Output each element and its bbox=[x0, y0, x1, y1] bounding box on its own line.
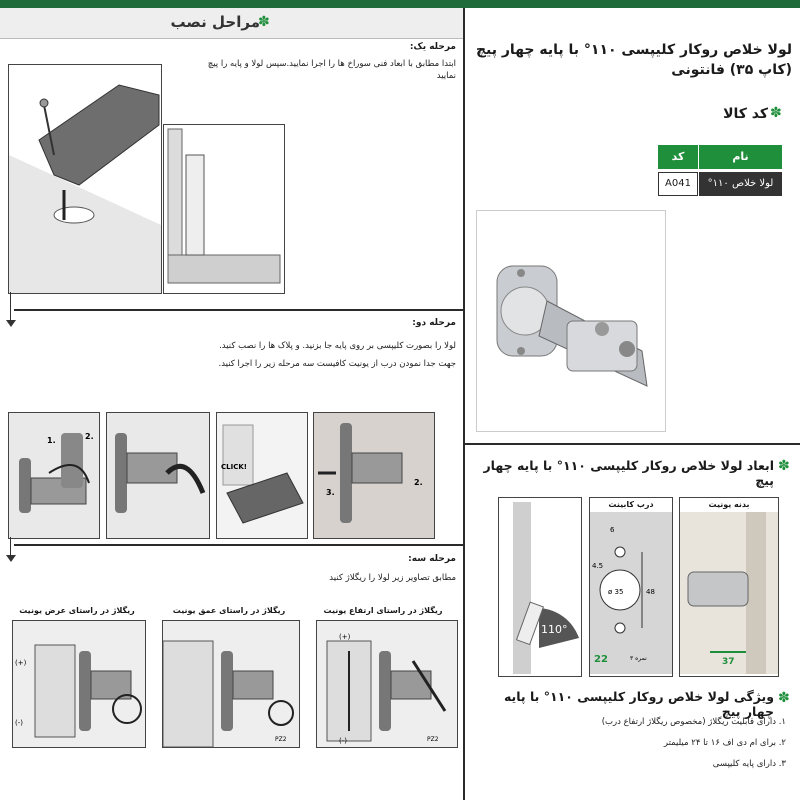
step1-side-illustration bbox=[163, 124, 285, 294]
step2-panel-4 bbox=[313, 412, 435, 539]
step-divider-2 bbox=[14, 544, 463, 546]
step2-panel-1 bbox=[8, 412, 100, 539]
down-arrow-icon bbox=[6, 320, 16, 327]
code-section-title: کد کالا bbox=[723, 106, 768, 122]
svg-text:(+): (+) bbox=[15, 659, 27, 667]
step1-title: مرحله یک: bbox=[409, 42, 456, 52]
code-table bbox=[658, 145, 782, 199]
svg-text:CLICK!: CLICK! bbox=[221, 463, 247, 471]
svg-text:48: 48 bbox=[646, 588, 655, 596]
svg-text:1.: 1. bbox=[47, 436, 56, 445]
list-item: ۲. برای ام دی اف ۱۶ تا ۲۴ میلیمتر bbox=[663, 738, 786, 748]
angle-label: 110° bbox=[541, 623, 568, 636]
table-cell-name: لولا خلاص ۱۱۰° bbox=[699, 172, 782, 196]
adj-width-label: ریگلاژ در راستای عرض یونیت bbox=[19, 606, 135, 615]
step1-illustration bbox=[8, 64, 162, 294]
step-arrow-line bbox=[10, 292, 11, 322]
product-photo bbox=[476, 210, 666, 432]
svg-text:3.: 3. bbox=[326, 488, 335, 497]
svg-text:22: 22 bbox=[594, 654, 608, 665]
svg-text:4.5: 4.5 bbox=[592, 562, 604, 570]
list-item: ۳. دارای پایه کلیپسی bbox=[712, 759, 786, 769]
step3-title: مرحله سه: bbox=[408, 554, 456, 564]
step-arrow-line-2 bbox=[10, 537, 11, 557]
product-title: لولا خلاص روکار کلیپسی ۱۱۰° با پایه چهار پیچ (کاپ ۳۵) فانتونی bbox=[475, 42, 792, 78]
step2-panel-3 bbox=[216, 412, 308, 539]
svg-text:2.: 2. bbox=[414, 478, 423, 487]
top-accent-bar bbox=[0, 0, 800, 8]
section-header bbox=[0, 8, 463, 39]
svg-text:37: 37 bbox=[722, 657, 735, 667]
body-diagram bbox=[679, 497, 779, 677]
svg-text:نمره ۳: نمره ۳ bbox=[630, 655, 647, 662]
flower-icon: ✽ bbox=[778, 458, 790, 474]
step1-text: ابتدا مطابق با ابعاد فنی سوراخ ها را اجرا نمایید.سپس لولا و پایه را پیچ نمایید bbox=[207, 59, 456, 81]
svg-text:2.: 2. bbox=[85, 432, 94, 441]
svg-text:ø 35: ø 35 bbox=[608, 588, 624, 596]
hinge-photo-icon bbox=[477, 211, 665, 431]
table-header-name: نام bbox=[699, 145, 782, 169]
step2-title: مرحله دو: bbox=[412, 318, 456, 328]
adj-depth-panel bbox=[162, 620, 300, 748]
right-divider-1 bbox=[465, 443, 800, 445]
step-divider-1 bbox=[14, 309, 463, 311]
section-title: مراحل نصب bbox=[170, 13, 260, 31]
table-cell-code: A041 bbox=[658, 172, 698, 196]
body-label: بدنه یونیت bbox=[708, 500, 750, 509]
list-item: ۱. دارای قابلیت ریگلاژ (مخصوص ریگلاژ ارتفاع درب) bbox=[601, 717, 786, 727]
svg-text:(-): (-) bbox=[15, 719, 23, 727]
step2-panel-2 bbox=[106, 412, 210, 539]
step3-text: مطابق تصاویر زیر لولا را ریگلاژ کنید bbox=[329, 573, 456, 583]
door-label: درب کابینت bbox=[608, 500, 654, 509]
door-diagram bbox=[589, 497, 673, 677]
svg-text:(+): (+) bbox=[339, 633, 351, 641]
adj-width-panel bbox=[12, 620, 146, 748]
down-arrow-icon bbox=[6, 555, 16, 562]
dimensions-heading bbox=[472, 456, 794, 488]
svg-text:PZ2: PZ2 bbox=[427, 736, 439, 743]
features-list bbox=[540, 716, 786, 770]
table-header-code: کد bbox=[658, 145, 698, 169]
adj-height-panel bbox=[316, 620, 458, 748]
svg-text:(-): (-) bbox=[339, 737, 347, 745]
angle-diagram bbox=[498, 497, 582, 677]
step2-text-1: لولا را بصورت کلیپسی بر روی پایه جا بزنید. و پلاک ها را نصب کنید. bbox=[219, 341, 456, 351]
svg-text:PZ2: PZ2 bbox=[275, 736, 287, 743]
flower-icon: ✽ bbox=[770, 105, 782, 121]
dimensions-title: ابعاد لولا خلاص روکار کلیپسی ۱۱۰° با پایه چهار پیچ bbox=[483, 458, 774, 488]
adj-depth-label: ریگلاژ در راستای عمق یونیت bbox=[172, 606, 286, 615]
features-heading bbox=[472, 688, 794, 719]
adj-height-label: ریگلاژ در راستای ارتفاع یونیت bbox=[323, 606, 443, 615]
flower-icon: ✽ bbox=[258, 14, 270, 30]
step2-text-2: جهت جدا نمودن درب از یونیت کافیست سه مرحله زیر را اجرا کنید. bbox=[218, 359, 456, 369]
features-title: ویژگی لولا خلاص روکار کلیپسی ۱۱۰° با پایه چهار پیچ bbox=[503, 689, 774, 719]
flower-icon: ✽ bbox=[778, 690, 790, 706]
vertical-divider bbox=[463, 8, 465, 800]
svg-text:6: 6 bbox=[610, 526, 615, 534]
code-section-heading bbox=[640, 105, 790, 125]
